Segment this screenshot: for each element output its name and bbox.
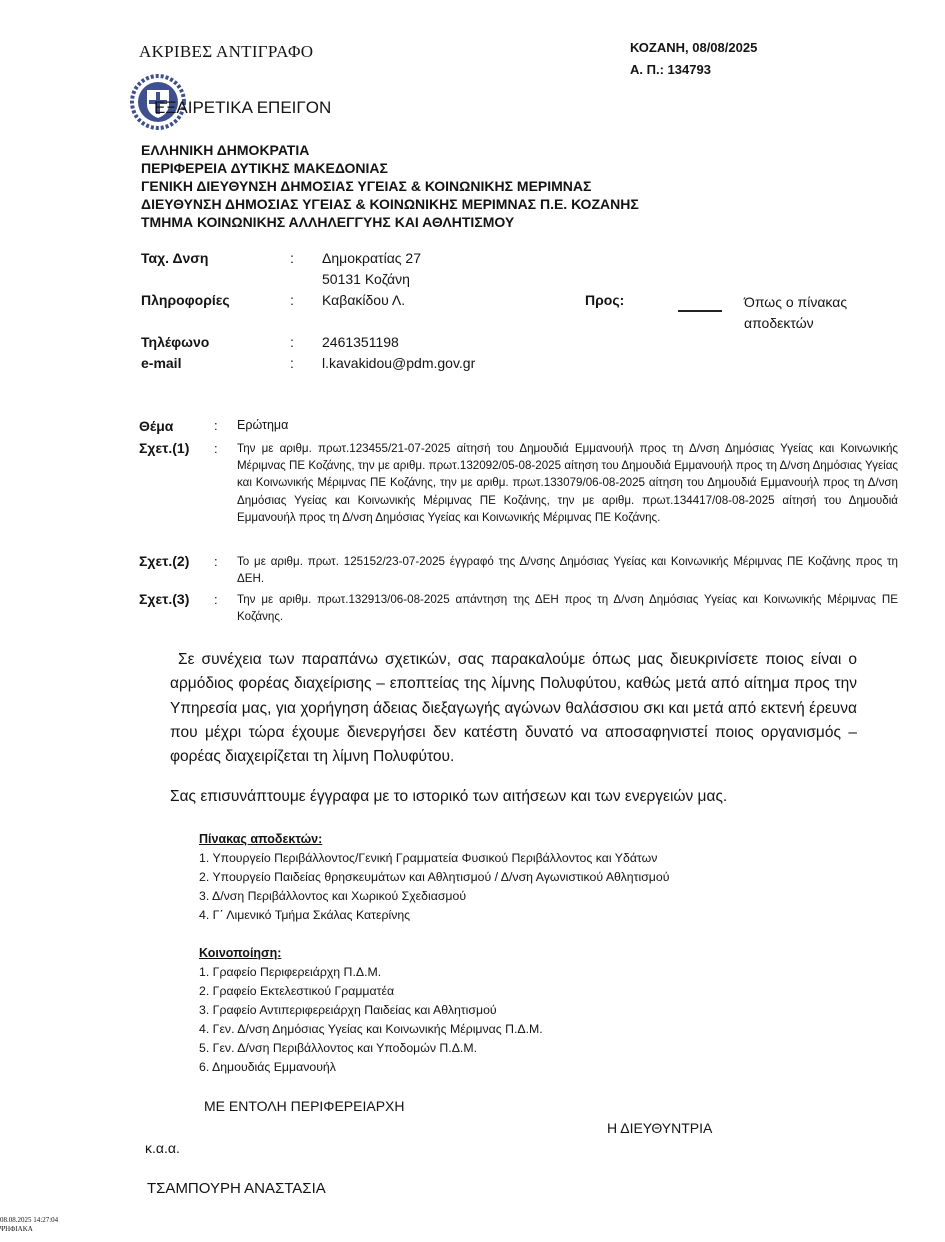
recipient-divider: [678, 310, 722, 312]
email-label: e-mail: [141, 355, 182, 371]
subject-colon: :: [214, 418, 218, 433]
notification-list: [199, 963, 543, 1077]
org-line: ΤΜΗΜΑ ΚΟΙΝΩΝΙΚΗΣ ΑΛΛΗΛΕΓΓΥΗΣ ΚΑΙ ΑΘΛΗΤΙΣΜΟΥ: [141, 214, 515, 230]
protocol-number: Α. Π.: 134793: [630, 62, 711, 77]
urgency-label: ΕΞΑΙΡΕΤΙΚΑ ΕΠΕΙΓΟΝ: [154, 98, 332, 117]
list-item: 4. Γεν. Δ/νση Δημόσιας Υγείας και Κοινωνικής Μέριμνας Π.Δ.Μ.: [199, 1022, 543, 1036]
recipient-value: Όπως ο πίνακας αποδεκτών: [744, 294, 848, 331]
body-paragraph: Σε συνέχεια των παραπάνω σχετικών, σας παρακαλούμε όπως μας διευκρινίσετε ποιος είναι ο αρμόδιος φορέας διαχείρισης – εποπτείας της λίμνης Πολυφύτου, καθώς μετά από αίτημα προς την Υπηρεσία μας, για χορήγηση άδειας διεξαγωγής αγώνων θαλάσσιου σκι και μετά από εκτενή έρευνα που μέχρι τώρα έχουμε διενεργήσει δεν κατέστη δυνατό να αποσαφηνιστεί ποιος οργανισμός – φορέας διαχειρίζεται τη λίμνη Πολυφύτου.: [170, 651, 857, 766]
reference-colon: :: [214, 441, 218, 456]
org-line: ΠΕΡΙΦΕΡΕΙΑ ΔΥΤΙΚΗΣ ΜΑΚΕΔΟΝΙΑΣ: [141, 160, 388, 176]
list-item: 5. Γεν. Δ/νση Περιβάλλοντος και Υποδομών Π.Δ.Μ.: [199, 1041, 477, 1055]
list-item: 1. Υπουργείο Περιβάλλοντος/Γενική Γραμματεία Φυσικού Περιβάλλοντος και Υδάτων: [199, 851, 658, 865]
address-line-2: 50131 Κοζάνη: [322, 271, 410, 287]
list-item: 6. Δημουδιάς Εμμανουήλ: [199, 1060, 336, 1074]
org-line: ΔΙΕΥΘΥΝΣΗ ΔΗΜΟΣΙΑΣ ΥΓΕΙΑΣ & ΚΟΙΝΩΝΙΚΗΣ ΜΕΡΙΜΝΑΣ Π.Ε. ΚΟΖΑΝΗΣ: [141, 196, 639, 212]
city-date: ΚΟΖΑΝΗ, 08/08/2025: [630, 40, 758, 55]
phone-colon: :: [290, 334, 294, 350]
subject-value: Ερώτημα: [237, 418, 289, 432]
order-statement: ΜΕ ΕΝΤΟΛΗ ΠΕΡΙΦΕΡΕΙΑΡΧΗ: [204, 1098, 405, 1114]
org-line: ΓΕΝΙΚΗ ΔΙΕΥΘΥΝΣΗ ΔΗΜΟΣΙΑΣ ΥΓΕΙΑΣ & ΚΟΙΝΩΝΙΚΗΣ ΜΕΡΙΜΝΑΣ: [141, 178, 592, 194]
address-line-1: Δημοκρατίας 27: [322, 250, 421, 266]
reference-label: Σχετ.(3): [139, 591, 190, 607]
digital-signature-timestamp: [0, 1216, 58, 1234]
email-colon: :: [290, 355, 294, 371]
reference-text: Την με αριθμ. πρωτ.123455/21-07-2025 αίτησή του Δημουδιά Εμμανουήλ προς τη Δ/νση Δημόσιας Υγείας και Κοινωνικής Μέριμνας ΠΕ Κοζάνης, την με αριθμ. πρωτ.132092/05-08-2025 αίτηση του Δημουδιά Εμμανουήλ προς τη Δ/νση Δημόσιας Υγείας και Κοινωνικής Μέριμνας ΠΕ Κοζάνης, την με αριθμ. πρωτ.133079/06-08-2025 αίτηση του Δημουδιά Εμμανουήλ προς τη Δ/νση Δημόσιας Υγείας και Κοινωνικής Μέριμνας ΠΕ Κοζάνης, την με αριθμ. πρωτ.134417/08-08-2025 αίτησή του Δημουδιά Εμμανουήλ προς τη Δ/νση Δημόσιας Υγείας και Κοινωνικής Μέριμνας ΠΕ Κοζάνης.: [237, 442, 898, 524]
list-item: 4. Γ΄ Λιμενικό Τμήμα Σκάλας Κατερίνης: [199, 908, 411, 922]
reference-text: Την με αριθμ. πρωτ.132913/06-08-2025 απάντηση της ΔΕΗ προς τη Δ/νση Δημόσιας Υγείας και Κοινωνικής Μέριμνας ΠΕ Κοζάνης.: [237, 593, 898, 624]
info-label: Πληροφορίες: [141, 292, 230, 308]
list-item: 3. Δ/νση Περιβάλλοντος και Χωρικού Σχεδιασμού: [199, 889, 467, 903]
phone-label: Τηλέφωνο: [141, 334, 210, 350]
reference-colon: :: [214, 554, 218, 569]
reference-colon: :: [214, 592, 218, 607]
info-colon: :: [290, 292, 294, 308]
organization-header: [141, 141, 639, 231]
recipients-list: [199, 849, 669, 925]
list-item: 2. Γραφείο Εκτελεστικού Γραμματέα: [199, 984, 395, 998]
certified-copy-stamp: ΑΚΡΙΒΕΣ ΑΝΤΙΓΡΑΦΟ: [139, 42, 314, 61]
org-line: ΕΛΛΗΝΙΚΗ ΔΗΜΟΚΡΑΤΙΑ: [141, 142, 310, 158]
director-title: Η ΔΙΕΥΘΥΝΤΡΙΑ: [607, 1120, 713, 1136]
address-label: Ταχ. Δνση: [141, 250, 209, 266]
address-colon: :: [290, 250, 294, 266]
recipient-label: Προς:: [585, 292, 625, 308]
kaa-label: κ.α.α.: [145, 1140, 180, 1156]
info-value: Καβακίδου Λ.: [322, 292, 406, 308]
reference-text: Το με αριθμ. πρωτ. 125152/23-07-2025 έγγραφό της Δ/νσης Δημόσιας Υγείας και Κοινωνικής Μέριμνας ΠΕ Κοζάνης προς τη ΔΕΗ.: [237, 555, 898, 586]
subject-label: Θέμα: [139, 418, 174, 434]
recipients-table-title: Πίνακας αποδεκτών:: [199, 832, 323, 846]
reference-label: Σχετ.(1): [139, 440, 190, 456]
email-value: l.kavakidou@pdm.gov.gr: [322, 355, 476, 371]
signer-name: ΤΣΑΜΠΟΥΡΗ ΑΝΑΣΤΑΣΙΑ: [147, 1180, 326, 1197]
timestamp-note: ΨΗΦΙΑΚΑ: [0, 1225, 33, 1233]
phone-value: 2461351198: [322, 334, 399, 350]
list-item: 2. Υπουργείο Παιδείας θρησκευμάτων και Αθλητισμού / Δ/νση Αγωνιστικού Αθλητισμού: [199, 870, 670, 884]
list-item: 3. Γραφείο Αντιπεριφερειάρχη Παιδείας και Αθλητισμού: [199, 1003, 497, 1017]
attachments-note: Σας επισυνάπτουμε έγγραφα με το ιστορικό των αιτήσεων και των ενεργειών μας.: [170, 788, 728, 805]
list-item: 1. Γραφείο Περιφερειάρχη Π.Δ.Μ.: [199, 965, 382, 979]
reference-label: Σχετ.(2): [139, 553, 190, 569]
timestamp-value: 08.08.2025 14:27:04: [0, 1216, 59, 1224]
notification-title: Κοινοποίηση:: [199, 946, 282, 960]
